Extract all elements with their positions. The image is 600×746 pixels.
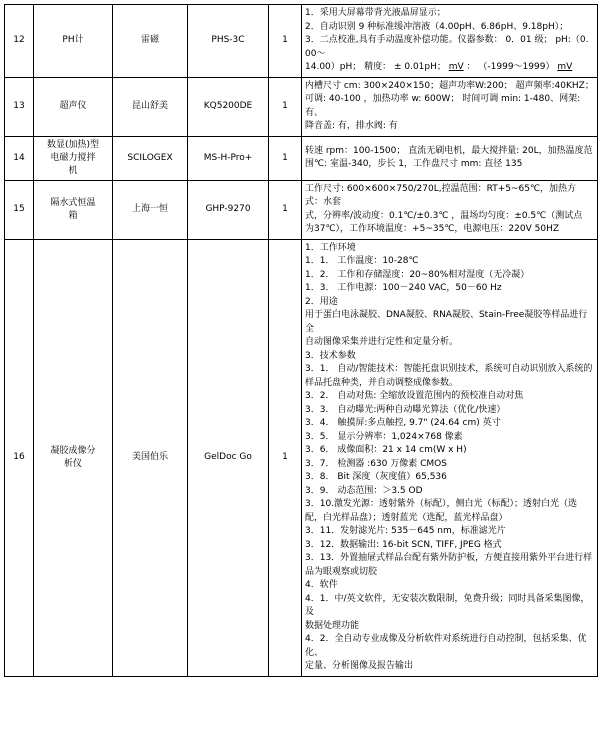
description-line: 数据处理功能 <box>305 620 360 631</box>
row-name-text: PH计 <box>62 35 84 46</box>
table-row <box>5 77 598 136</box>
description-line: 3．7． 检测器 :630 万像素 CMOS <box>305 458 447 469</box>
description-line: 围℃: 室温-340，步长 1，工作盘尺寸 mm: 直径 135 <box>305 159 523 170</box>
description-line: 3．5． 显示分辨率：1,024×768 像素 <box>305 431 463 442</box>
description-line: 转速 rpm：100-1500； 直流无刷电机，最大搅拌量: 20L，加热温度范 <box>305 145 593 156</box>
row-description <box>302 180 598 239</box>
description-lines <box>305 80 594 134</box>
row-number: 14 <box>5 136 34 180</box>
table-row <box>5 239 598 676</box>
description-line: 3．12．数据输出: 16-bit SCN, TIFF, JPEG 格式 <box>305 539 502 550</box>
row-model: GHP-9270 <box>188 180 269 239</box>
row-description <box>302 77 598 136</box>
row-qty: 1 <box>269 180 302 239</box>
description-line: 自动图像采集并进行定性和定量分析。 <box>305 337 459 348</box>
description-line: 4．2．全自动专业成像及分析软件对系统进行自动控制，包括采集、优化、 <box>305 634 587 658</box>
description-line: 定量、分析图像及报告输出 <box>305 661 414 672</box>
row-name-text: 超声仪 <box>59 100 87 111</box>
row-qty: 1 <box>269 77 302 136</box>
description-line: 工作尺寸: 600×600×750/270L,控温范围：RT+5~65℃，加热方式：水套 <box>305 183 577 208</box>
row-name <box>34 136 113 180</box>
row-description <box>302 239 598 676</box>
row-qty: 1 <box>269 239 302 676</box>
table-row <box>5 180 598 239</box>
description-line: 1．采用大屏幕带背光液晶屏显示； <box>305 8 446 18</box>
row-name-text: 凝胶成像分 析仪 <box>50 445 96 469</box>
row-name <box>34 239 113 676</box>
description-line: 式，分辨率/波动度：0.1℃/±0.3℃ ，温场均匀度：±0.5℃（测试点 <box>305 210 583 221</box>
description-line: 3．1． 自动/智能技术：智能托盘识别技术，系统可自动识别放入系统的 <box>305 364 593 375</box>
description-line: 3．2． 自动对焦: 全缩放设置范围内的预校准自动对焦 <box>305 391 524 402</box>
description-line: 14.00）pH； 精度： ± 0.01pH； mV ： （-1999～1999） mV <box>305 62 573 72</box>
row-name-text: 隔水式恒温 箱 <box>50 197 96 221</box>
description-line: 3．3． 自动曝光:两种自动曝光算法（优化/快速） <box>305 404 506 415</box>
description-line: 品为眼观察或切胶 <box>305 566 378 577</box>
description-lines <box>305 7 594 75</box>
row-number: 13 <box>5 77 34 136</box>
description-line: 1．工作环境 <box>305 242 356 253</box>
description-line: 3．9． 动态范围：＞3.5 OD <box>305 485 423 496</box>
table-row <box>5 136 598 180</box>
description-line: 用于蛋白电泳凝胶、DNA凝胶、RNA凝胶、Stain-Free凝胶等样品进行全 <box>305 310 588 334</box>
description-line: 2．用途 <box>305 296 338 307</box>
table-body <box>5 5 598 677</box>
row-description <box>302 5 598 78</box>
row-brand: 美国伯乐 <box>113 239 188 676</box>
description-line: 3．11．发射滤光片: 535－645 nm，标准滤光片 <box>305 526 506 537</box>
row-model: MS-H-Pro+ <box>188 136 269 180</box>
description-line: 为37℃），工作环境温度：+5~35℃，电源电压：220V 50HZ <box>305 224 560 235</box>
description-line: 可调: 40-100 ，加热功率 w: 600W； 时间可调 min: 1-480、网架: 有、 <box>305 94 581 118</box>
row-model: PHS-3C <box>188 5 269 78</box>
description-line: 样品托盘种类，并自动调整成像参数。 <box>305 377 459 388</box>
row-description <box>302 136 598 180</box>
description-line: 4．软件 <box>305 580 338 591</box>
row-name <box>34 180 113 239</box>
description-line: 1．1． 工作温度：10-28℃ <box>305 256 419 267</box>
row-brand: 昆山舒美 <box>113 77 188 136</box>
description-line: 1．3． 工作电源：100－240 VAC，50－60 Hz <box>305 283 502 294</box>
description-line: 配，白光样品盘）；透射蓝光（选配，蓝光样品盘） <box>305 512 508 523</box>
description-lines <box>305 145 594 172</box>
description-line: 3．技术参数 <box>305 350 356 361</box>
description-line: 3．8． Bit 深度（灰度值）65,536 <box>305 472 447 483</box>
row-brand: 雷磁 <box>113 5 188 78</box>
row-qty: 1 <box>269 136 302 180</box>
row-number: 12 <box>5 5 34 78</box>
row-number: 16 <box>5 239 34 676</box>
row-brand: SCILOGEX <box>113 136 188 180</box>
row-qty: 1 <box>269 5 302 78</box>
row-name-text: 数显(加热)型 电磁力搅拌 机 <box>46 139 100 176</box>
description-lines <box>305 242 594 674</box>
description-line: 3．6． 成像面积：21 x 14 cm(W x H) <box>305 445 467 456</box>
description-lines <box>305 183 594 237</box>
row-model: GelDoc Go <box>188 239 269 676</box>
equipment-spec-table <box>4 4 598 677</box>
description-line: 3．10.激发光源：透射紫外（标配），侧白光（标配）；透射白光（选 <box>305 499 578 510</box>
table-row <box>5 5 598 78</box>
row-name <box>34 77 113 136</box>
description-line: 2．自动识别 9 种标准缓冲溶液（4.00pH、6.86pH、9.18pH）； <box>305 21 569 32</box>
description-line: 3．二点校准,具有手动温度补偿功能。仪器参数： 0．01 级； pH:（0.00～ <box>305 35 589 59</box>
description-line: 降音盖: 有，排水阀: 有 <box>305 121 398 131</box>
row-name <box>34 5 113 78</box>
row-model: KQ5200DE <box>188 77 269 136</box>
description-line: 4．1．中/英文软件，无安装次数限制，免费升级；同时具备采集图像，及 <box>305 593 590 618</box>
description-line: 内槽尺寸 cm: 300×240×150；超声功率W:200； 超声频率:40KHZ； <box>305 80 594 91</box>
description-line: 3．13．外置抽屉式样品台配有紫外防护板，方便直接用紫外平台进行样 <box>305 553 593 564</box>
row-brand: 上海一恒 <box>113 180 188 239</box>
description-line: 3．4． 触摸屏:多点触控, 9.7" (24.64 cm) 英寸 <box>305 418 501 429</box>
row-number: 15 <box>5 180 34 239</box>
description-line: 1．2． 工作和存储湿度：20~80%相对湿度（无冷凝） <box>305 269 530 280</box>
